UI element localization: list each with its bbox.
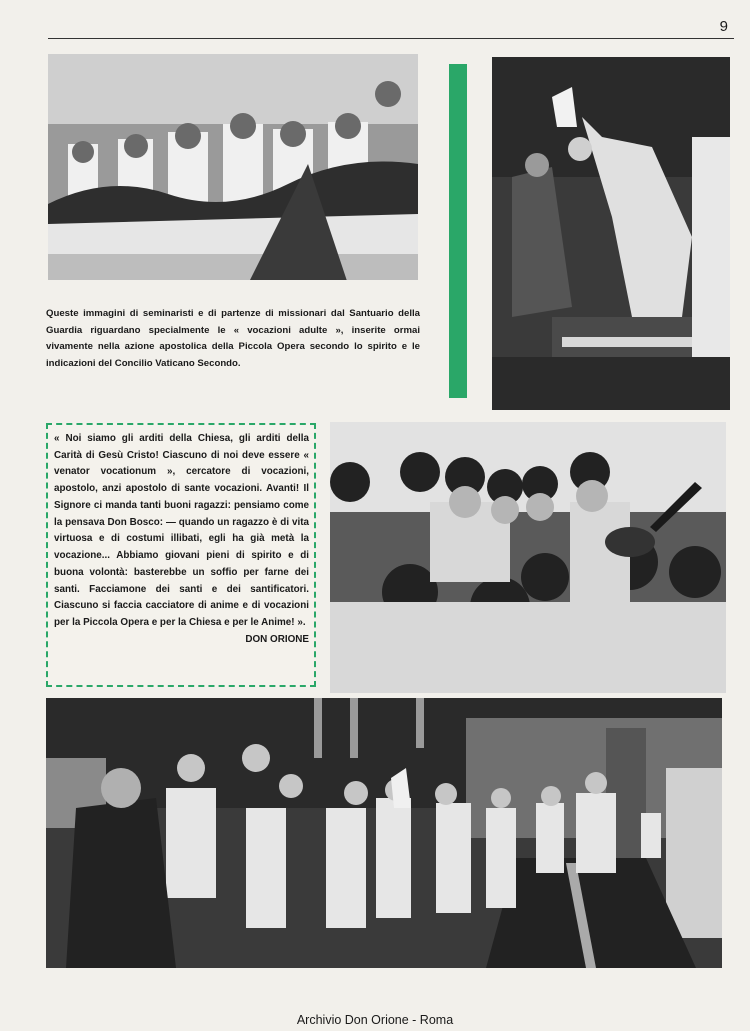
photo-caption: Queste immagini di seminaristi e di partenze di missionari dal Santuario della Guardia riguardano specialmente le « vocazioni adulte », inserite ormai vivamente nella azione apostolica della Piccola Opera secondo lo spirito e le indicazioni del Concilio Vaticano Secondo. <box>46 308 420 369</box>
page-number: 9 <box>719 18 728 35</box>
photo-seminarians <box>48 54 418 280</box>
quote-author: DON ORIONE <box>245 633 309 645</box>
photo-youth-guitar <box>330 422 726 693</box>
photo-bishop-blessing <box>492 57 730 410</box>
quote-body <box>54 431 309 645</box>
quote-text: « Noi siamo gli arditi della Chiesa, gli arditi della Carità di Gesù Cristo! Ciascuno di noi deve essere « venator vocationum », cercatore di vocazioni, apostolo, anzi apostolo di sante vocazioni. Avanti! Il Signore ci manda tanti buoni ragazzi: pensiamo come la pensava Don Bosco: — quando un ragazzo è di vita virtuosa e di costumi illibati, egli ha già metà la vocazione... Abbiamo giovani pieni di spirito e di buona volontà: basterebbe un soffio per farne dei santi. Facciamone dei santi e dei santificatori. Ciascuno si faccia cacciatore di anime e di vocazioni per la Piccola Opera e per la Chiesa e per le Anime! ». <box>54 433 309 629</box>
top-rule <box>48 38 734 39</box>
archive-footer: Archivio Don Orione - Roma <box>296 1013 454 1027</box>
quote-box <box>46 423 316 687</box>
photo-church-procession <box>46 698 722 968</box>
green-accent-bar <box>449 64 467 398</box>
